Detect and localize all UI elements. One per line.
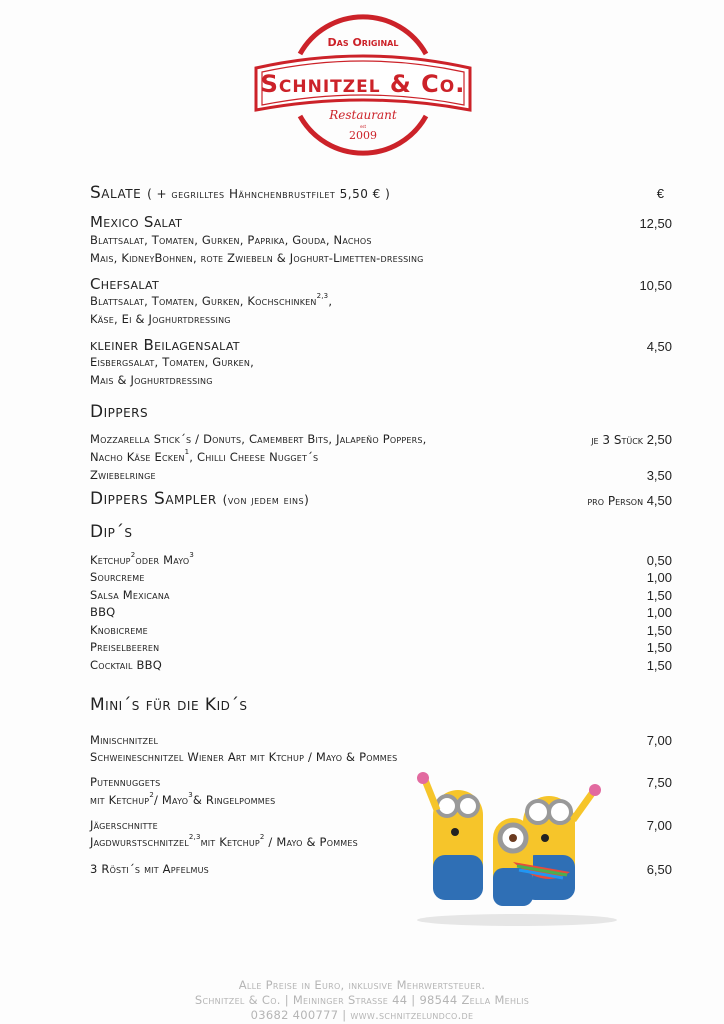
dip-price: 1,50 [646, 640, 672, 655]
item-name: kleiner Beilagensalat [90, 336, 240, 354]
footer-line-1: Alle Preise in Euro, inklusive Mehrwertsteuer. [238, 978, 486, 992]
logo-top-text: Das Original [327, 36, 399, 49]
item-desc: Blattsalat, Tomaten, Gurken, Kochschinken$^{2,3}$, [90, 292, 333, 308]
footer-line-2: Schnitzel & Co. | Meininger Strasse 44 | 98544 Zella Mehlis [194, 993, 530, 1007]
dippers-price: je 3 Stück 2,50 [591, 432, 672, 447]
section-title: Salate [90, 183, 142, 203]
dip-item: BBQ [90, 605, 116, 619]
kids-price: 6,50 [646, 862, 672, 877]
dippers-zwiebelringe: Zwiebelringe [90, 468, 156, 482]
footer-line-3: 03682 400777 | www.schnitzelundco.de [250, 1008, 474, 1022]
item-desc: Eisbergsalat, Tomaten, Gurken, [90, 355, 254, 369]
section-kids-title: Mini´s für die Kid´s [90, 695, 248, 715]
dip-item: Sourcreme [90, 570, 145, 584]
item-price: 10,50 [639, 278, 672, 293]
item-desc: Mais, KidneyBohnen, rote Zwiebeln & Joghurt-Limetten-dressing [90, 251, 424, 265]
zwiebel-price: 3,50 [646, 468, 672, 483]
dip-price: 1,00 [646, 570, 672, 585]
dip-item: Preiselbeeren [90, 640, 160, 654]
kids-item-name: Putennuggets [90, 775, 161, 789]
item-name: Mexico Salat [90, 213, 183, 231]
kids-item-desc: Schweineschnitzel Wiener Art mit Ktchup / Mayo & Pommes [90, 750, 398, 764]
item-desc: Blattsalat, Tomaten, Gurken, Paprika, Gouda, Nachos [90, 233, 372, 247]
logo-name: Schnitzel & Co. [260, 70, 466, 98]
dippers-line: Mozzarella Stick´s / Donuts, Camembert Bits, Jalapeño Poppers, [90, 432, 427, 446]
item-price: 4,50 [646, 339, 672, 354]
section-dippers-title: Dippers [90, 402, 149, 422]
dip-item: Knobicreme [90, 623, 148, 637]
dippers-sampler: Dippers Sampler (von jedem eins) [90, 489, 310, 509]
item-desc: Mais & Joghurtdressing [90, 373, 213, 387]
logo-year: 2009 [349, 129, 377, 142]
kids-item-name: Minischnitzel [90, 733, 159, 747]
kids-price: 7,00 [646, 733, 672, 748]
item-name: Chefsalat [90, 275, 160, 293]
section-salate-header [90, 183, 672, 203]
kids-price: 7,00 [646, 818, 672, 833]
sampler-price: pro Person 4,50 [587, 493, 672, 508]
restaurant-logo [252, 12, 474, 156]
dip-price: 1,00 [646, 605, 672, 620]
kids-item-name: Jägerschnitte [90, 818, 158, 832]
kids-item-name: 3 Rösti´s mit Apfelmus [90, 862, 209, 876]
section-dips-title: Dip´s [90, 522, 133, 542]
dip-item: Cocktail BBQ [90, 658, 162, 672]
logo-est: est [359, 124, 367, 129]
dip-price: 0,50 [646, 553, 672, 568]
kids-price: 7,50 [646, 775, 672, 790]
dippers-line: Nacho Käse Ecken$^1$, Chilli Cheese Nugget´s [90, 448, 319, 464]
dip-price: 1,50 [646, 623, 672, 638]
item-desc: Käse, Ei & Joghurtdressing [90, 312, 231, 326]
logo-sub: Restaurant [329, 108, 397, 122]
kids-item-desc: Jagdwurstschnitzel$^{2,3}$mit Ketchup$^2$ / Mayo & Pommes [90, 833, 358, 849]
dip-item: Salsa Mexicana [90, 588, 170, 602]
dip-price: 1,50 [646, 588, 672, 603]
kids-item-desc: mit Ketchup$^2$/ Mayo$^3$& Ringelpommes [90, 791, 276, 807]
item-price: 12,50 [639, 216, 672, 231]
currency-header: € [656, 186, 664, 201]
section-note: ( + gegrilltes Hähnchenbrustfilet 5,50 € ) [147, 187, 391, 201]
dip-price: 1,50 [646, 658, 672, 673]
dip-item: Ketchup$^2$oder Mayo$^3$ [90, 551, 195, 567]
